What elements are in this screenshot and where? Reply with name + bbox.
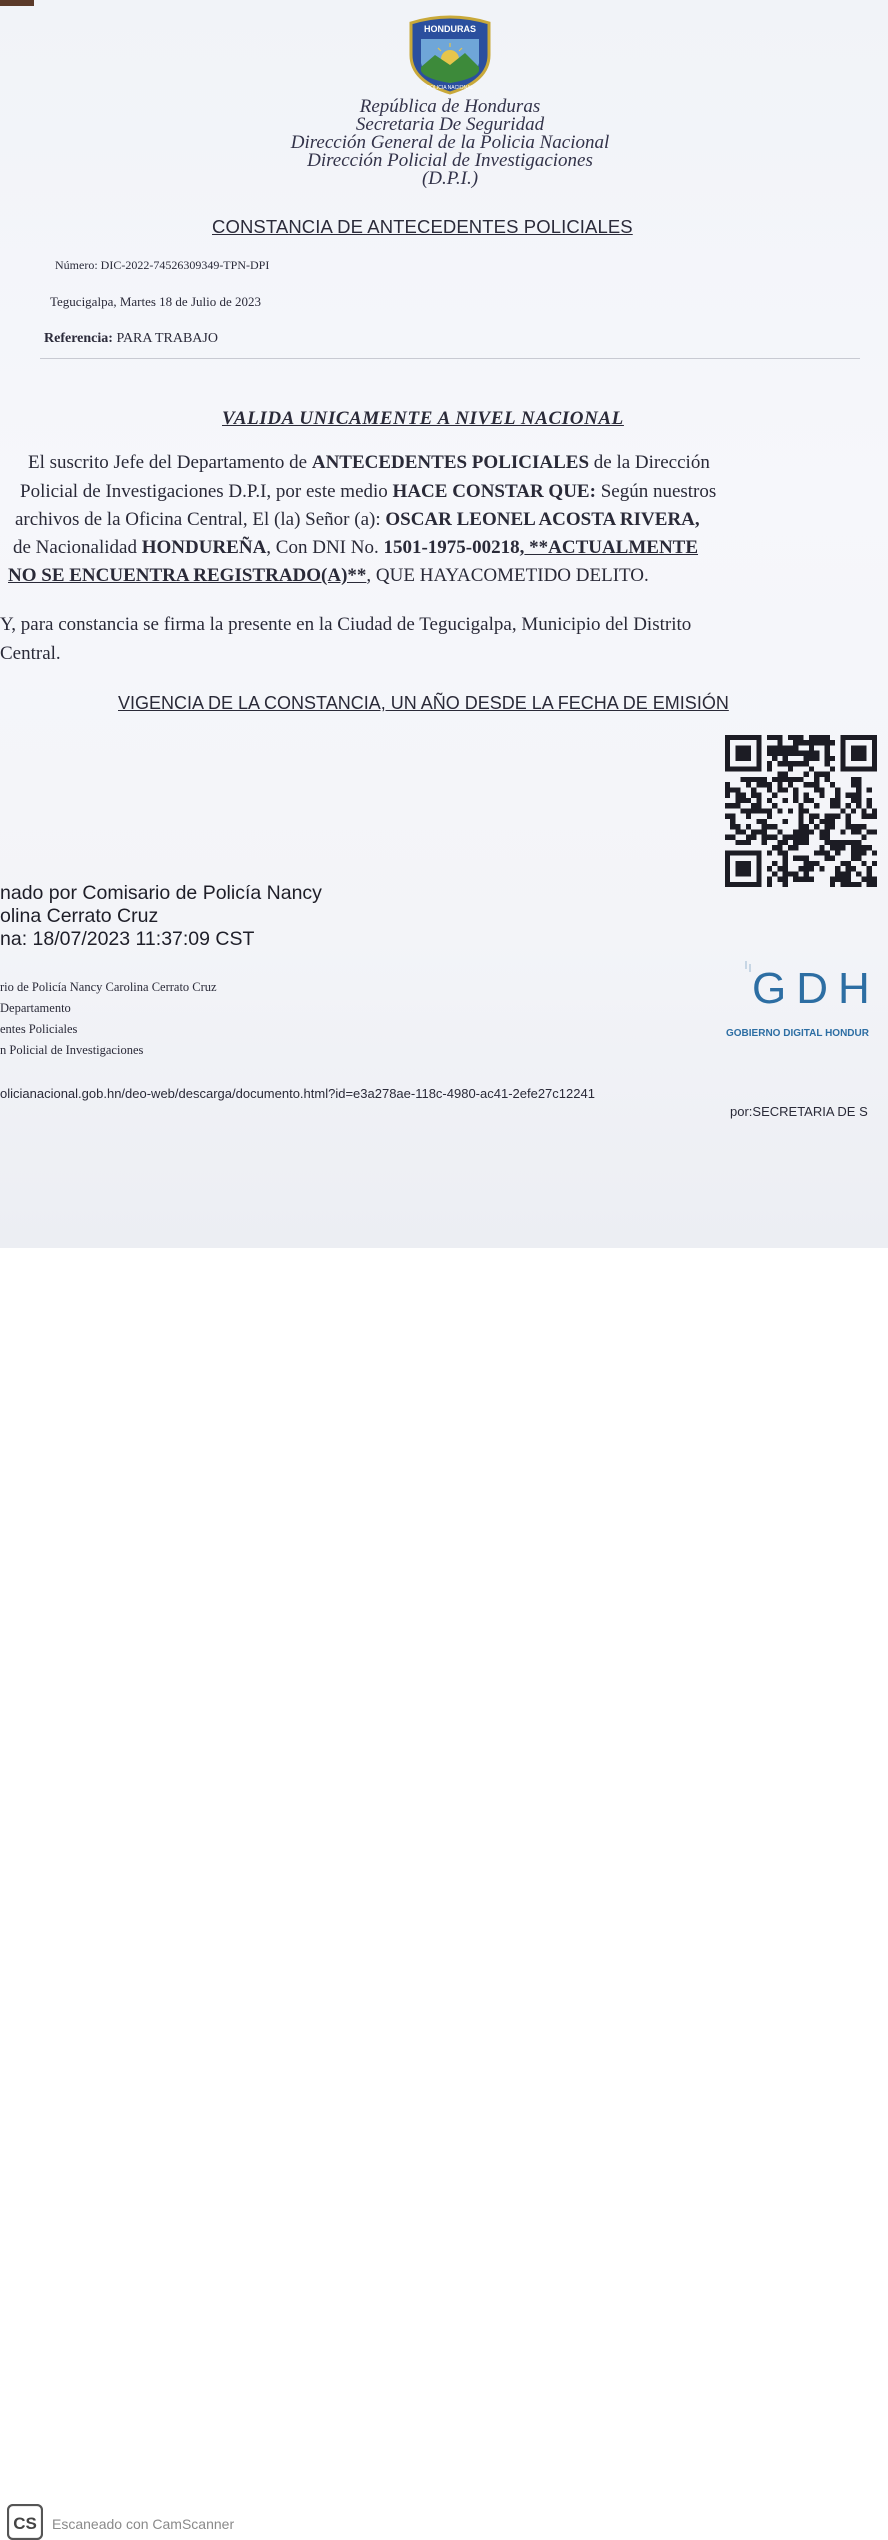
numero-label: Número:	[55, 258, 98, 272]
divider	[40, 358, 860, 359]
body-line-5	[8, 565, 649, 587]
referencia-value: PARA TRABAJO	[116, 331, 218, 346]
body-line-3	[15, 509, 700, 531]
document-sheet	[0, 0, 888, 1248]
status-flag: **ACTUALMENTE	[524, 537, 699, 558]
body-text: Policial de Investigaciones D.P.I, por este medio	[20, 481, 393, 502]
body-line-4	[13, 537, 698, 559]
numero-line	[55, 258, 269, 273]
signature-timestamp: na: 18/07/2023 11:37:09 CST	[0, 928, 255, 950]
validity-period: VIGENCIA DE LA CONSTANCIA, UN AÑO DESDE LA FECHA DE EMISIÓN	[118, 693, 729, 713]
person-name: OSCAR LEONEL ACOSTA RIVERA,	[385, 509, 700, 530]
qr-finder-center	[735, 745, 751, 761]
header-line: Secretaria De Seguridad	[355, 114, 545, 135]
body-text: El suscrito Jefe del Departamento de	[28, 452, 312, 473]
date-line: Tegucigalpa, Martes 18 de Julio de 2023	[50, 294, 262, 309]
signature-line: nado por Comisario de Policía Nancy	[0, 882, 322, 904]
header-line: (D.P.I.)	[421, 168, 479, 189]
referencia-label: Referencia:	[44, 331, 113, 346]
dni-number: 1501-1975-00218,	[383, 537, 525, 558]
qr-finder-center	[735, 861, 751, 877]
camscanner-icon	[7, 2504, 43, 2540]
gdh-logo-text: GDH	[752, 964, 880, 1013]
closing-line-1: Y, para constancia se firma la presente en la Ciudad de Tegucigalpa, Municipio del Distrito	[0, 614, 692, 635]
body-text: Según nuestros	[595, 481, 717, 502]
validity-scope: VALIDA UNICAMENTE A NIVEL NACIONAL	[222, 408, 624, 429]
signature-line: olina Cerrato Cruz	[0, 905, 159, 927]
header-line: Dirección Policial de Investigaciones	[307, 150, 593, 171]
issued-by: por:SECRETARIA DE S	[730, 1104, 868, 1119]
body-text: archivos de la Oficina Central, El (la) Señor (a):	[15, 509, 386, 530]
verification-url[interactable]: olicianacional.gob.hn/deo-web/descarga/documento.html?id=e3a278ae-118c-4980-ac41-2efe27c12241	[0, 1086, 595, 1101]
policia-nacional-seal	[405, 15, 495, 95]
seal-top-text: HONDURAS	[423, 24, 477, 34]
qr-finder-center	[851, 745, 867, 761]
digital-signature-block	[0, 882, 322, 951]
signer-line: entes Policiales	[0, 1022, 78, 1036]
header-line: Dirección General de la Policia Nacional	[290, 132, 610, 153]
body-text: de la Dirección	[589, 452, 710, 473]
body-bold: HACE CONSTAR QUE:	[392, 481, 596, 502]
header-line: República de Honduras	[359, 96, 541, 117]
referencia-line	[44, 331, 218, 347]
nationality: HONDUREÑA	[141, 537, 267, 558]
document-title: CONSTANCIA DE ANTECEDENTES POLICIALES	[212, 216, 633, 237]
verification-qr-code[interactable]	[722, 735, 880, 887]
issuer-header	[250, 98, 650, 188]
body-line-2	[20, 481, 716, 503]
seal-bottom-text: POLICIA NACIONAL	[426, 85, 474, 91]
body-text: de Nacionalidad	[13, 537, 142, 558]
body-line-1	[28, 452, 710, 474]
signer-line: Departamento	[0, 1001, 71, 1015]
camscanner-label: Escaneado con CamScanner	[52, 2516, 235, 2532]
body-text: , Con DNI No.	[266, 537, 384, 558]
camscanner-footer	[0, 1248, 888, 2533]
corner-mark	[0, 0, 34, 6]
status-flag: NO SE ENCUENTRA REGISTRADO(A)**	[8, 565, 367, 586]
gdh-logo	[740, 955, 888, 1025]
signer-line: n Policial de Investigaciones	[0, 1043, 144, 1057]
camscanner-badge: CS	[13, 2514, 37, 2533]
body-bold: ANTECEDENTES POLICIALES	[311, 452, 590, 473]
signer-line: rio de Policía Nancy Carolina Cerrato Cruz	[0, 980, 217, 994]
signer-details	[0, 977, 217, 1061]
closing-line-2: Central.	[0, 643, 61, 664]
gdh-caption: GOBIERNO DIGITAL HONDUR	[726, 1028, 869, 1039]
numero-value: DIC-2022-74526309349-TPN-DPI	[100, 258, 270, 272]
body-text: , QUE HAYACOMETIDO DELITO.	[366, 565, 649, 586]
